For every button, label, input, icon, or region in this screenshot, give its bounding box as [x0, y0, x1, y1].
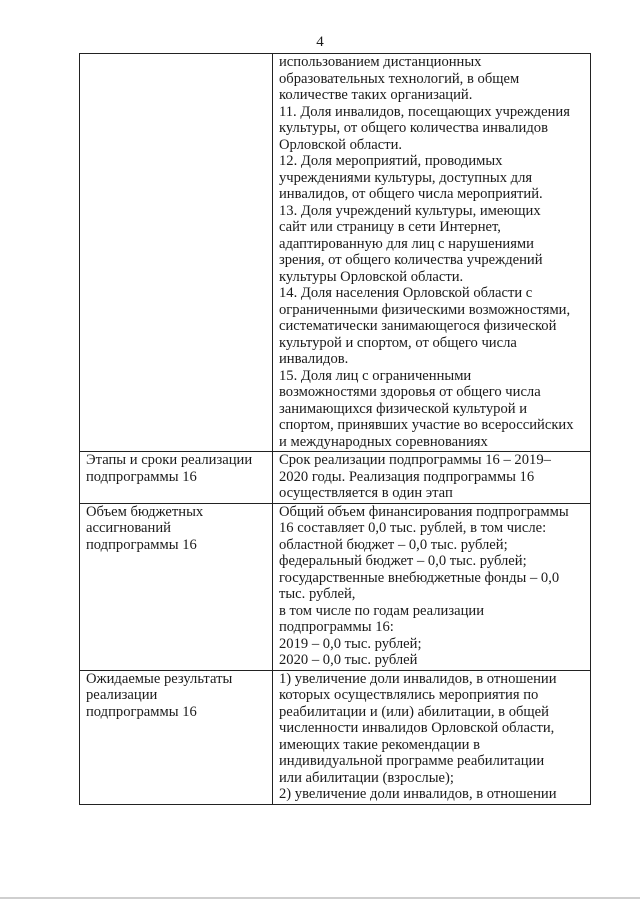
- value-line: индивидуальной программе реабилитации: [279, 753, 545, 769]
- value-line: 15. Доля лиц с ограниченными: [279, 367, 472, 384]
- page-number: 4: [316, 34, 324, 50]
- value-line: зрения, от общего количества учреждений: [279, 252, 543, 268]
- value-line: Срок реализации подпрограммы 16 – 2019–: [279, 452, 551, 468]
- value-line: систематически занимающегося физической: [279, 318, 557, 334]
- value-line: 16 составляет 0,0 тыс. рублей, в том числе:: [279, 520, 547, 536]
- row-label-cell: [80, 54, 273, 452]
- value-line: количестве таких организаций.: [279, 87, 473, 103]
- value-line: подпрограммы 16:: [279, 619, 394, 635]
- value-line: государственные внебюджетные фонды – 0,0: [279, 569, 560, 586]
- value-line: инвалидов.: [279, 351, 349, 367]
- value-line: которых осуществлялись мероприятия по: [279, 687, 539, 703]
- page-bottom-rule: [0, 897, 640, 899]
- value-line: использованием дистанционных: [279, 54, 482, 70]
- value-line: 2020 годы. Реализация подпрограммы 16: [279, 468, 535, 485]
- value-line: культуры Орловской области.: [279, 268, 464, 285]
- value-line: возможностями здоровья от общего числа: [279, 384, 541, 400]
- row-value-cell: [273, 54, 591, 452]
- value-line: инвалидов, от общего числа мероприятий.: [279, 186, 543, 202]
- label-line: ассигнований: [86, 520, 171, 536]
- label-line: подпрограммы 16: [86, 536, 197, 553]
- row-label-cell: [80, 670, 273, 804]
- value-line: культуры, от общего количества инвалидов: [279, 120, 548, 136]
- subprogram-passport-table: [79, 53, 591, 805]
- row-value-cell: [273, 503, 591, 670]
- value-line: имеющих такие рекомендации в: [279, 736, 481, 753]
- value-line: спортом, принявших участие во всероссийских: [279, 417, 574, 433]
- label-line: подпрограммы 16: [86, 703, 197, 720]
- value-line: осуществляется в один этап: [279, 485, 453, 501]
- value-line: учреждениями культуры, доступных для: [279, 169, 533, 186]
- value-line: или абилитации (взрослые);: [279, 769, 454, 786]
- value-line: 13. Доля учреждений культуры, имеющих: [279, 202, 541, 219]
- value-line: реабилитации и (или) абилитации, в общей: [279, 703, 549, 720]
- value-line: занимающихся физической культурой и: [279, 400, 528, 417]
- value-line: и международных соревнованиях: [279, 433, 488, 450]
- value-line: 2019 – 0,0 тыс. рублей;: [279, 635, 422, 652]
- value-line: 2) увеличение доли инвалидов, в отношении: [279, 786, 557, 802]
- table-row: [80, 670, 591, 804]
- row-label-cell: [80, 503, 273, 670]
- value-line: областной бюджет – 0,0 тыс. рублей;: [279, 536, 508, 553]
- value-line: сайт или страницу в сети Интернет,: [279, 219, 501, 235]
- value-line: 12. Доля мероприятий, проводимых: [279, 153, 503, 169]
- value-line: 14. Доля населения Орловской области с: [279, 285, 533, 301]
- value-line: в том числе по годам реализации: [279, 602, 485, 619]
- table-row: [80, 452, 591, 504]
- label-line: подпрограммы 16: [86, 468, 197, 485]
- value-line: ограниченными физическими возможностями,: [279, 301, 571, 318]
- value-line: 2020 – 0,0 тыс. рублей: [279, 652, 418, 668]
- value-line: 11. Доля инвалидов, посещающих учреждения: [279, 103, 570, 120]
- row-label-cell: [80, 452, 273, 504]
- value-line: численности инвалидов Орловской области,: [279, 720, 555, 736]
- value-line: федеральный бюджет – 0,0 тыс. рублей;: [279, 553, 527, 569]
- value-line: культурой и спортом, от общего числа: [279, 334, 517, 351]
- label-line: Этапы и сроки реализации: [86, 452, 253, 468]
- table-row: [80, 54, 591, 452]
- row-value-cell: [273, 670, 591, 804]
- value-line: Общий объем финансирования подпрограммы: [279, 503, 569, 520]
- value-line: Орловской области.: [279, 136, 403, 153]
- label-line: реализации: [86, 687, 158, 703]
- row-value-cell: [273, 452, 591, 504]
- label-line: Объем бюджетных: [86, 503, 204, 520]
- table-row: [80, 503, 591, 670]
- value-line: тыс. рублей,: [279, 586, 356, 602]
- value-line: образовательных технологий, в общем: [279, 70, 520, 87]
- value-line: 1) увеличение доли инвалидов, в отношении: [279, 670, 557, 687]
- label-line: Ожидаемые результаты: [86, 670, 233, 687]
- value-line: адаптированную для лиц с нарушениями: [279, 235, 534, 252]
